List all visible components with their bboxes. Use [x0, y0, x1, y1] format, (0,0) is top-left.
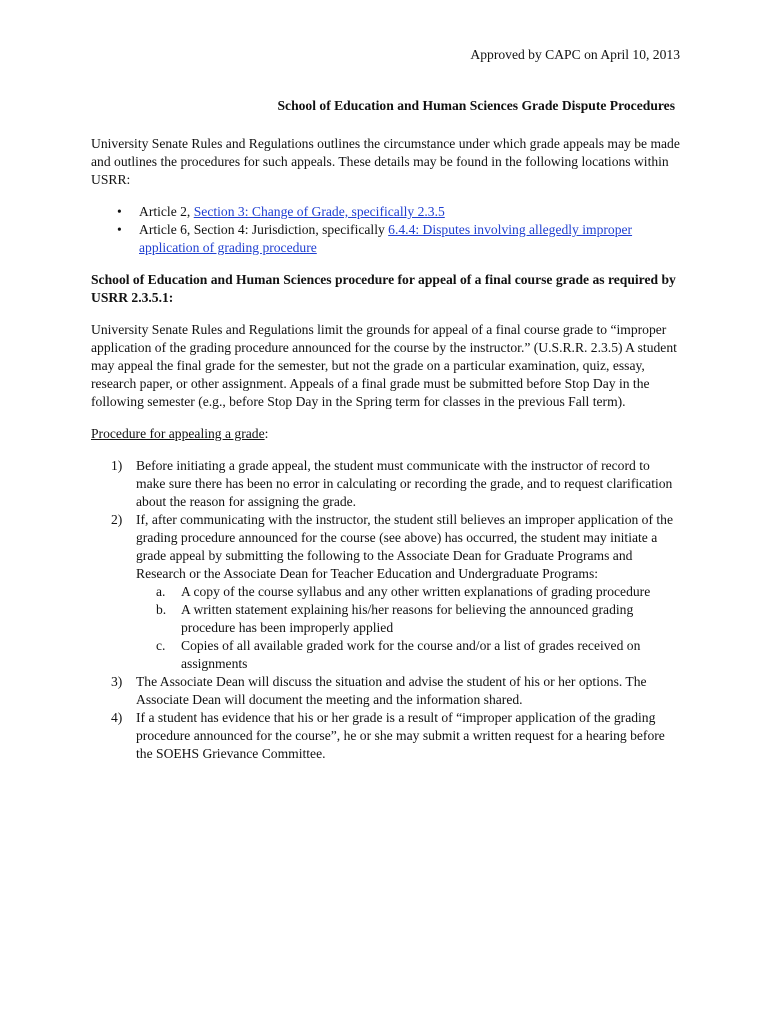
- bullet-icon: •: [117, 204, 122, 219]
- section-subheading: School of Education and Human Sciences procedure for appeal of a final course grade as required by USRR 2.3.5.1:: [91, 272, 676, 305]
- item-letter: a.: [156, 584, 166, 599]
- reference-link-change-of-grade[interactable]: Section 3: Change of Grade, specifically 2.3.5: [193, 204, 445, 219]
- grounds-paragraph: University Senate Rules and Regulations limit the grounds for appeal of a final course grade to “improper application of the grading procedure announced for the course by the instructor.” (U.S.R.R. 2.3.5) A student may appeal the final grade for the semester, but not the grade on a particular examination, quiz, essay, research paper, or other assignment. Appeals of a final grade must be submitted before Stop Day in the following semester (e.g., before Stop Day in the Spring term for classes in the previous Fall term).: [91, 322, 677, 409]
- procedure-step: [91, 673, 681, 709]
- item-letter: c.: [156, 638, 166, 653]
- step-text: If, after communicating with the instructor, the student still believes an improper application of the grading procedure announced for the course (see above) has occurred, the student may initiate a grade appeal by submitting the following to the Associate Dean for Graduate Programs and Research or the Associate Dean for Teacher Education and Undergraduate Programs:: [136, 512, 674, 581]
- item-letter: b.: [156, 602, 167, 617]
- intro-paragraph: University Senate Rules and Regulations outlines the circumstance under which grade appeals may be made and outlines the procedures for such appeals. These details may be found in the following locations within USRR:: [91, 136, 680, 187]
- step-number: 3): [111, 674, 123, 689]
- document-body: [91, 135, 681, 763]
- document-title: School of Education and Human Sciences Grade Dispute Procedures: [277, 98, 675, 113]
- procedure-step: [91, 457, 681, 511]
- procedure-heading: [91, 425, 681, 443]
- procedure-heading-colon: :: [264, 426, 269, 441]
- step-text: Before initiating a grade appeal, the student must communicate with the instructor of record to make sure there has been no error in calculating or recording the grade, and to request clarification about the reason for assigning the grade.: [136, 458, 673, 509]
- bullet-icon: •: [117, 222, 122, 237]
- item-text: A written statement explaining his/her reasons for believing the announced grading procedure has been improperly applied: [181, 602, 634, 635]
- reference-link-disputes[interactable]: 6.4.4: Disputes involving allegedly improper application of grading procedure: [139, 222, 633, 255]
- step-number: 1): [111, 458, 123, 473]
- reference-prefix: Article 2,: [139, 204, 194, 219]
- step-text: The Associate Dean will discuss the situation and advise the student of his or her options. The Associate Dean will document the meeting and the information shared.: [136, 674, 647, 707]
- reference-list: [91, 203, 681, 257]
- procedure-step: [91, 511, 681, 673]
- procedure-heading-text: Procedure for appealing a grade: [91, 426, 265, 441]
- step-number: 4): [111, 710, 123, 725]
- approval-note: Approved by CAPC on April 10, 2013: [470, 47, 680, 62]
- submission-item: [136, 637, 681, 673]
- reference-prefix: Article 6, Section 4: Jurisdiction, specifically: [139, 222, 389, 237]
- procedure-step: [91, 709, 681, 763]
- item-text: Copies of all available graded work for the course and/or a list of grades received on assignments: [181, 638, 641, 671]
- submission-item: [136, 583, 681, 601]
- item-text: A copy of the course syllabus and any other written explanations of grading procedure: [181, 584, 651, 599]
- step-number: 2): [111, 512, 123, 527]
- step-text: If a student has evidence that his or her grade is a result of “improper application of the grading procedure announced for the course”, he or she may submit a written request for a hearing before the SOEHS Grievance Committee.: [136, 710, 665, 761]
- procedure-steps: [91, 457, 681, 763]
- submission-item: [136, 601, 681, 637]
- reference-item: [91, 203, 681, 221]
- submission-items: [136, 583, 681, 673]
- reference-item: [91, 221, 681, 257]
